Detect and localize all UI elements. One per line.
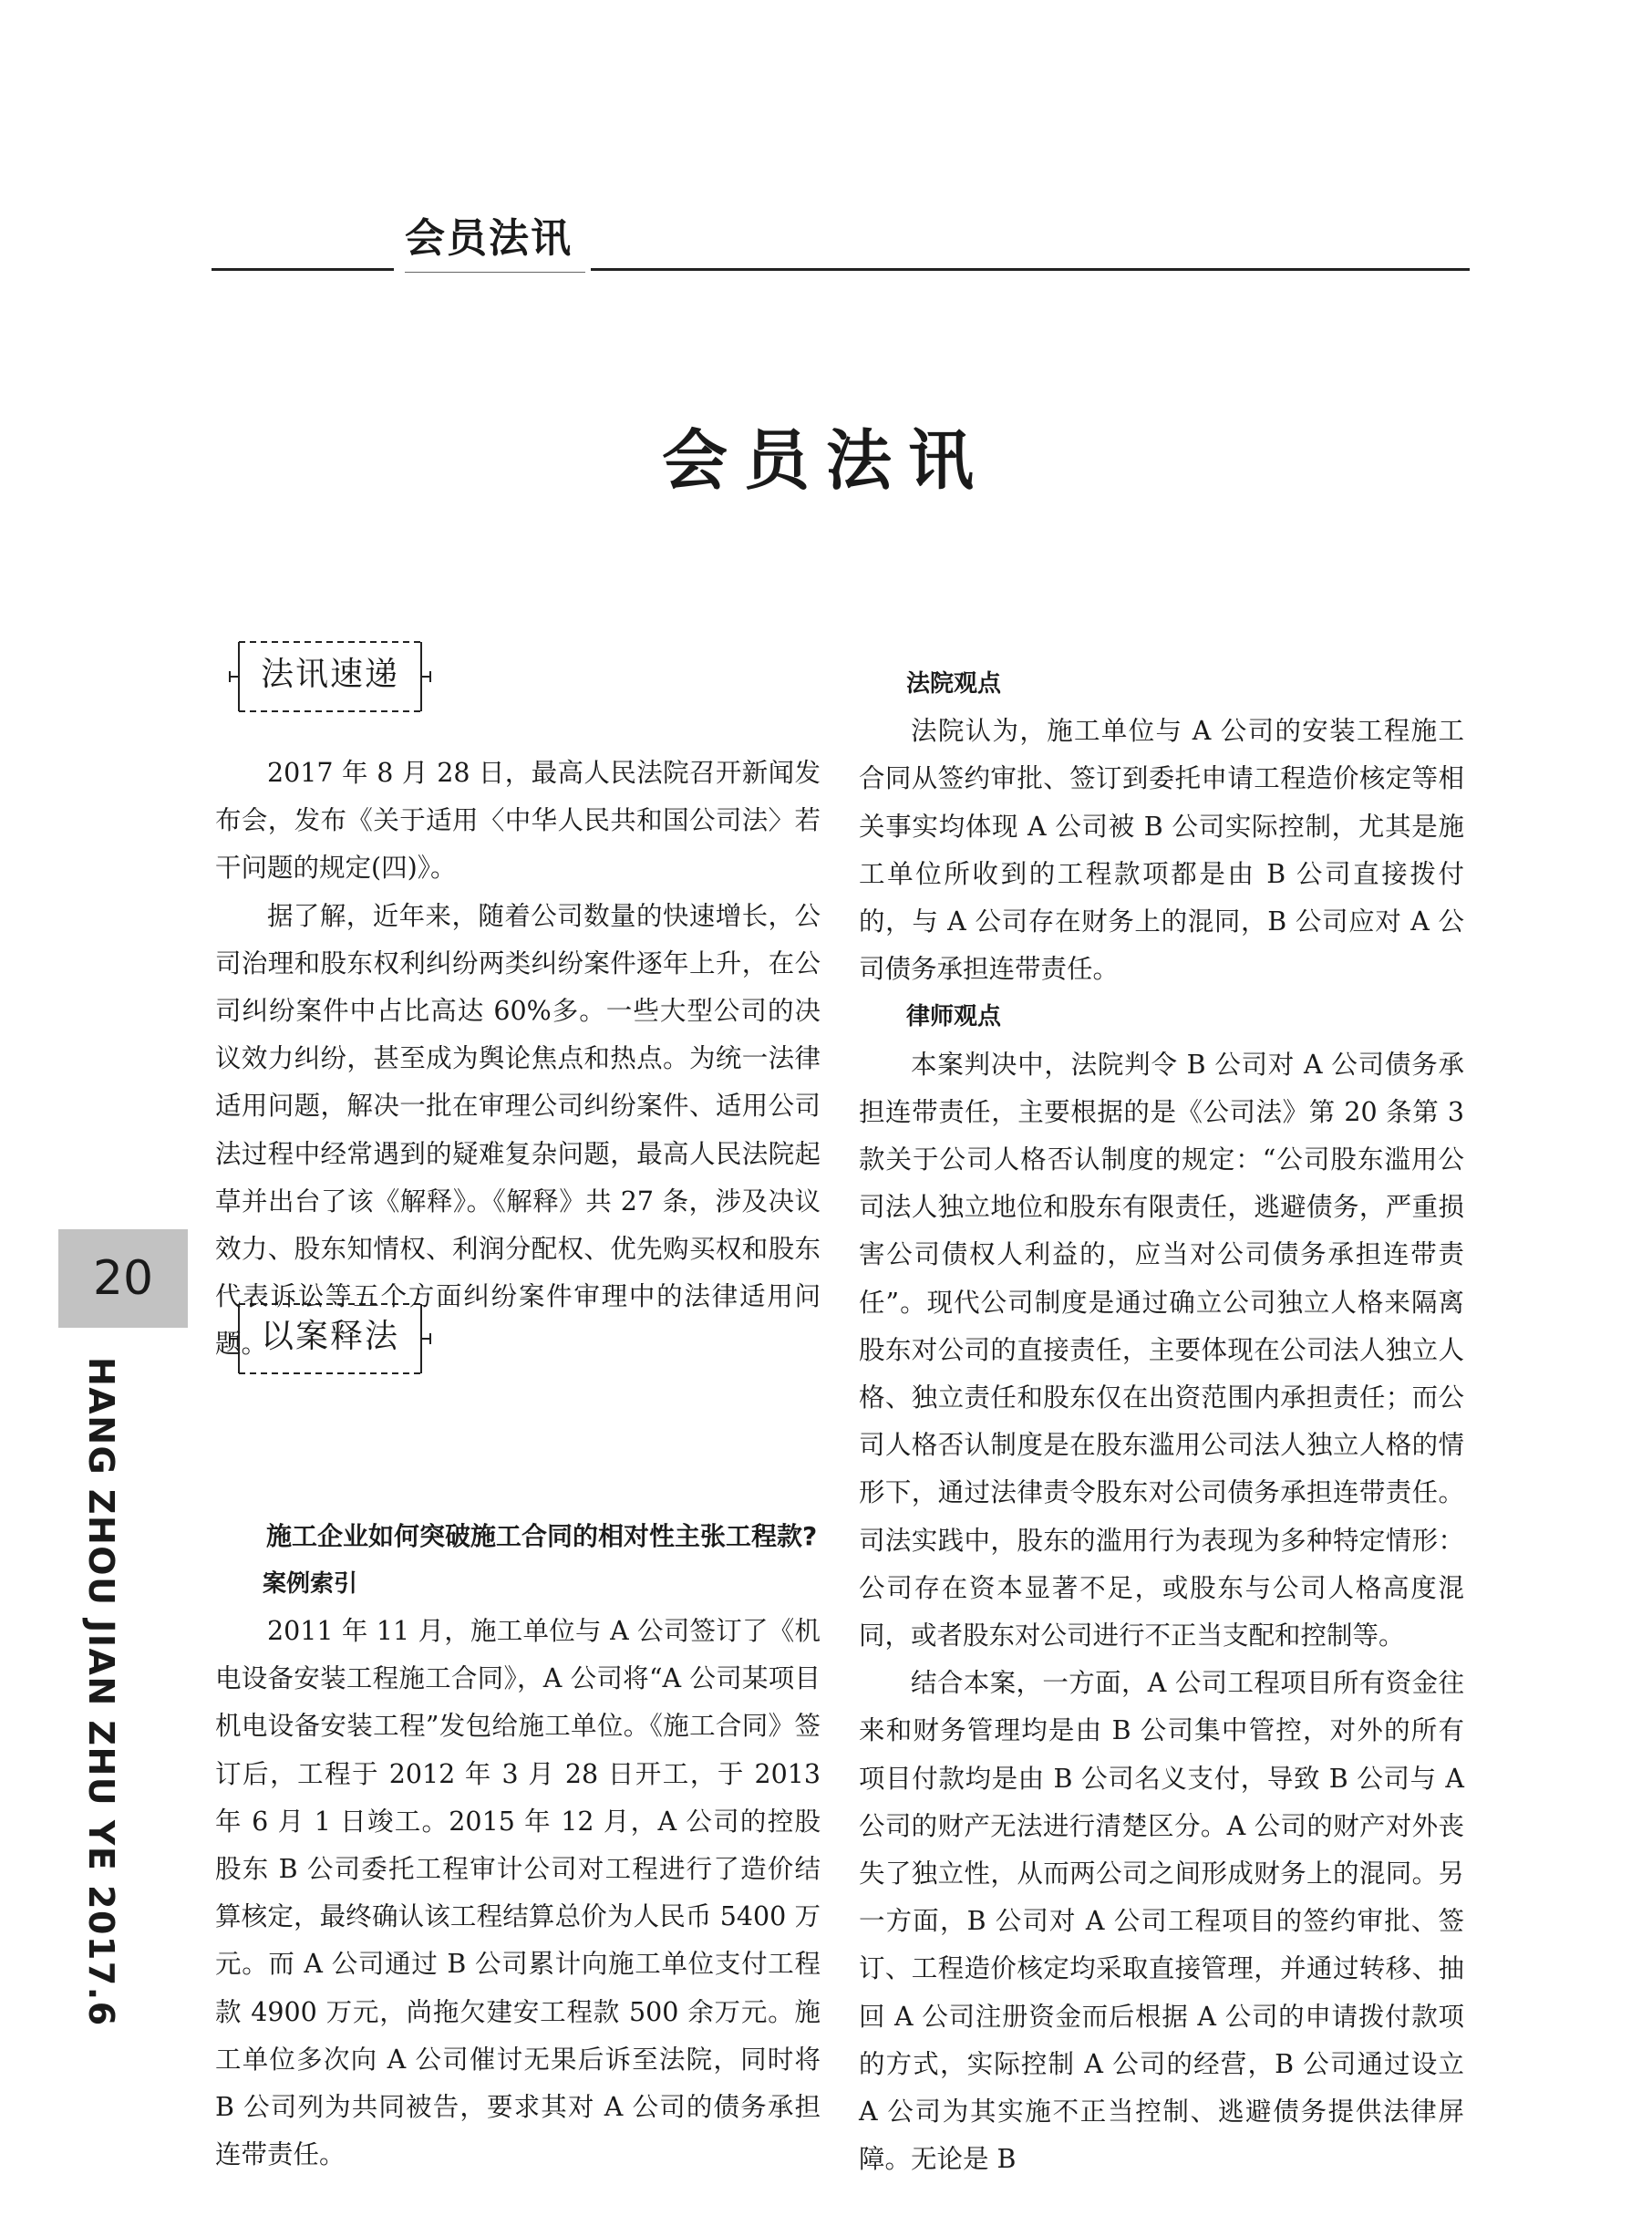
case-index-heading: 案例索引 (263, 1569, 358, 1598)
spine-text-label: HANG ZHOU JIAN ZHU YE 2017.6 (81, 1357, 121, 2027)
page-number: 20 (58, 1229, 188, 1328)
lawyer-view-heading: 律师观点 (906, 1003, 1002, 1031)
header-rule-right (591, 268, 1470, 271)
header-label-underline (405, 272, 585, 273)
header-rule-left (212, 268, 394, 271)
lawyer-view-paragraph-1: 本案判决中，法院判令 B 公司对 A 公司债务承担连带责任，主要根据的是《公司法》第 20 条第 3 款关于公司人格否认制度的规定：“公司股东滥用公司法人独立地位和股东有限责任，逃避债务，严重损害公司债权人利益的，应当对公司债务承担连带责任”。现代公司制度是通过确立公司独立人格来隔离股东对公司的直接责任，主要体现在公司法人独立人格、独立责任和股东仅在出资范围内承担责任；而公司人格否认制度是在股东滥用公司法人独立人格的情形下，通过法律责令股东对公司债务承担连带责任。司法实践中，股东的滥用行为表现为多种特定情形：公司存在资本显著不足，或股东与公司人格高度混同，或者股东对公司进行不正当支配和控制等。 (859, 1049, 1464, 1651)
section-label-spacer (215, 1369, 821, 1513)
lawyer-view-paragraph-2: 结合本案，一方面，A 公司工程项目所有资金往来和财务管理均是由 B 公司集中管控，对外的所有项目付款均是由 B 公司名义支付，导致 B 公司与 A 公司的财产无法进行清楚区分。A 公司的财产对外丧失了独立性，从而两公司之间形成财务上的混同。另一方面，B 公司对 A 公司工程项目的签约审批、签订、工程造价核定均采取直接管理，并通过转移、抽回 A 公司注册资金而后根据 A 公司的申请拨付款项的方式，实际控制 A 公司的经营，B 公司通过设立 A 公司为其实施不正当控制、逃避债务提供法律屏障。无论是 B (859, 1668, 1464, 2175)
header-section-label: 会员法讯 (405, 215, 573, 262)
section-label-case-text: 以案释法 (260, 1318, 399, 1355)
section-label-news-text: 法讯速递 (260, 656, 399, 693)
running-header (212, 212, 1470, 272)
case-index-text: 2011 年 11 月，施工单位与 A 公司签订了《机电设备安装工程施工合同》，A 公司将“A 公司某项目机电设备安装工程”发包给施工单位。《施工合同》签订后，工程于 2012 年 3 月 28 日开工，于 2013 年 6 月 1 日竣工。2015 年 12 月，A 公司的控股股东 B 公司委托工程审计公司对工程进行了造价结算核定，最终确认该工程结算总价为人民币 5400 万元。而 A 公司通过 B 公司累计向施工单位支付工程款 4900 万元，尚拖欠建安工程款 500 余万元。施工单位多次向 A 公司催讨无果后诉至法院，同时将 B 公司列为共同被告，要求其对 A 公司的债务承担连带责任。 (215, 1616, 821, 2170)
page-title: 会员法讯 (661, 422, 990, 499)
left-column (215, 750, 821, 2179)
section-label-news (226, 633, 434, 720)
news-paragraph-2: 据了解，近年来，随着公司数量的快速增长，公司治理和股东权利纠纷两类纠纷案件逐年上升，在公司纠纷案件中占比高达 60%多。一些大型公司的决议效力纠纷，甚至成为舆论焦点和热点。为统一法律适用问题，解决一批在审理公司纠纷案件、适用公司法过程中经常遇到的疑难复杂问题，最高人民法院起草并出台了该《解释》。《解释》共 27 条，涉及决议效力、股东知情权、利润分配权、优先购买权和股东代表诉讼等五个方面纠纷案件审理中的法律适用问题。 (215, 900, 821, 1360)
right-column (859, 660, 1464, 2184)
case-title: 施工企业如何突破施工合同的相对性主张工程款? (266, 1520, 818, 1551)
court-view-text: 法院认为，施工单位与 A 公司的安装工程施工合同从签约审批、签订到委托申请工程造价核定等相关事实均体现 A 公司被 B 公司实际控制，尤其是施工单位所收到的工程款项都是由 B 公司直接拨付的，与 A 公司存在财务上的混同，B 公司应对 A 公司债务承担连带责任。 (859, 716, 1464, 985)
news-paragraph-1: 2017 年 8 月 28 日，最高人民法院召开新闻发布会，发布《关于适用〈中华人民共和国公司法〉若干问题的规定(四)》。 (215, 758, 821, 884)
court-view-heading: 法院观点 (906, 670, 1002, 698)
